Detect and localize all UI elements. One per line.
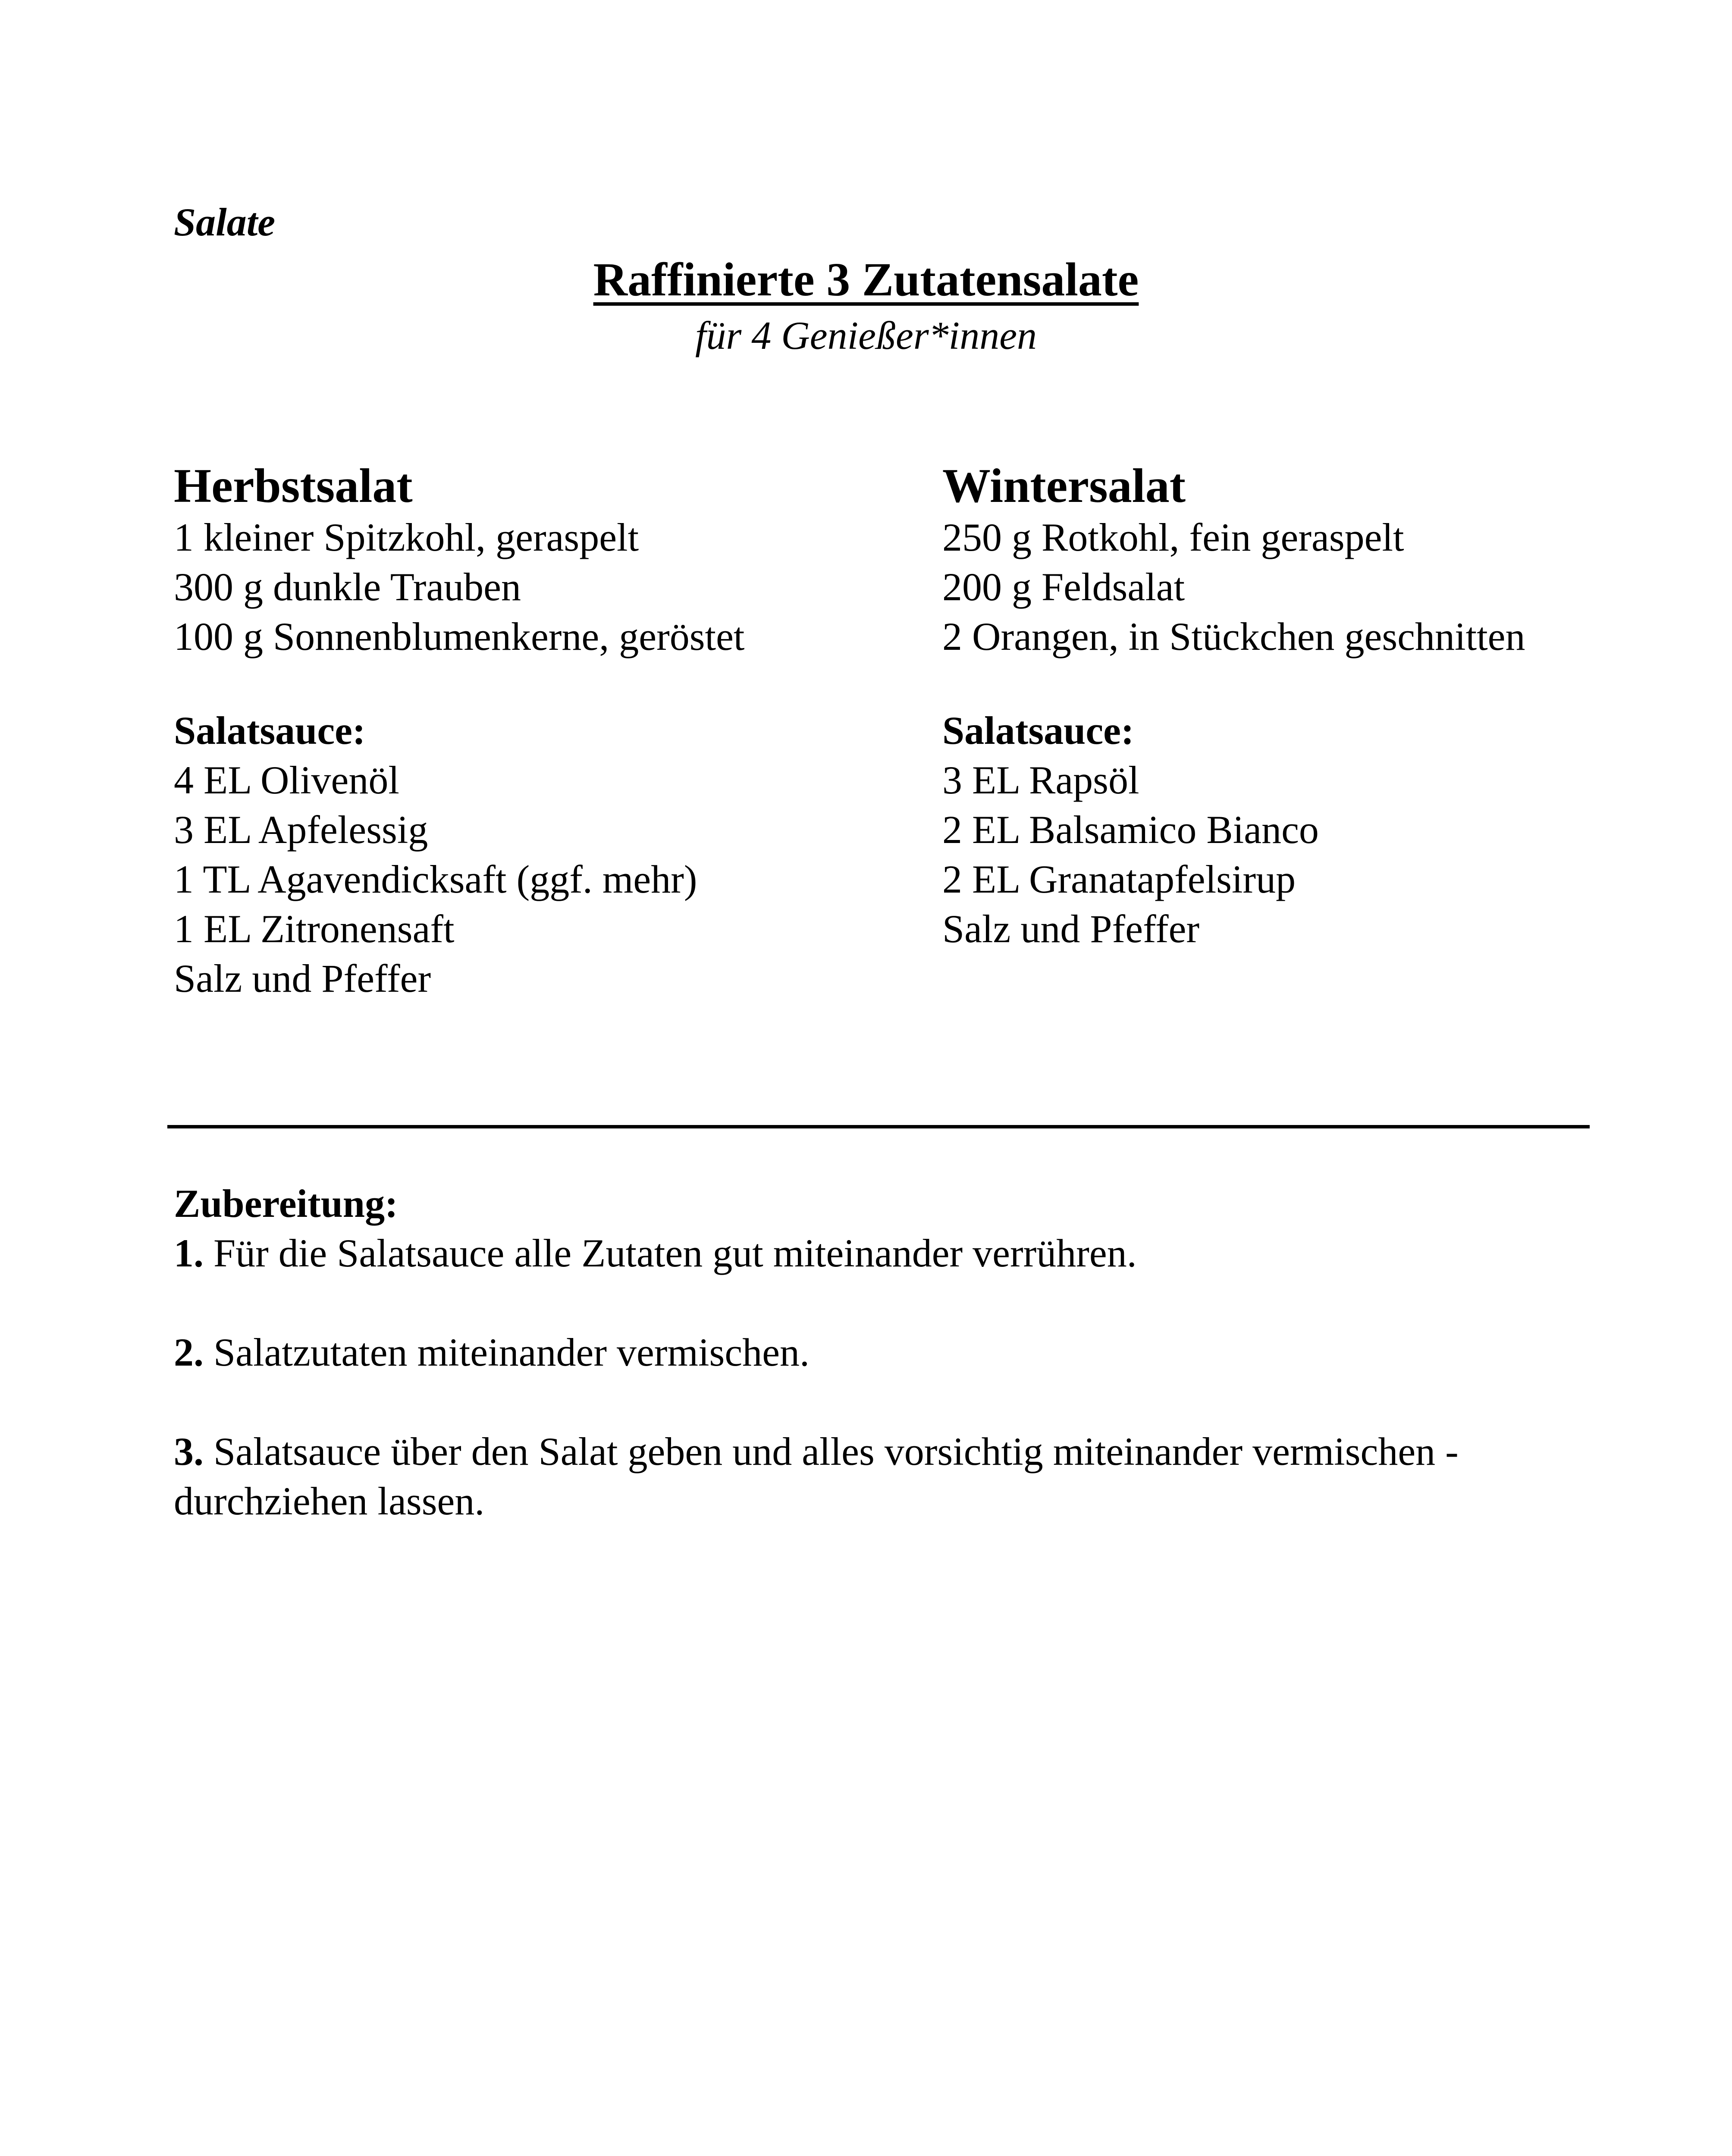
recipe-title-text: Raffinierte 3 Zutatensalate (593, 253, 1139, 306)
sauce-line: Salz und Pfeffer (174, 956, 431, 1000)
salad-column-left (174, 458, 745, 1003)
step-text: Salatsauce über den Salat geben und alles vorsichtig miteinander vermischen - (213, 1429, 1459, 1473)
sauce-line: Salz und Pfeffer (942, 907, 1200, 951)
preparation-heading: Zubereitung: (174, 1181, 398, 1225)
sauce-line: 3 EL Rapsöl (942, 758, 1139, 802)
sauce-line: 1 EL Zitronensaft (174, 907, 455, 951)
preparation-step (174, 1427, 1459, 1526)
ingredient-line: 200 g Feldsalat (942, 565, 1185, 609)
step-text: Salatzutaten miteinander vermischen. (213, 1330, 810, 1374)
salad-name: Herbstsalat (174, 459, 413, 513)
category-label: Salate (174, 200, 276, 244)
sauce-line: 4 EL Olivenöl (174, 758, 399, 802)
step-number: 1. (174, 1231, 204, 1275)
sauce-heading: Salatsauce: (942, 708, 1134, 752)
preparation-step (174, 1328, 1459, 1377)
preparation-section (174, 1179, 1459, 1526)
sauce-line: 2 EL Granatapfelsirup (942, 857, 1296, 901)
ingredient-line: 300 g dunkle Trauben (174, 565, 521, 609)
sauce-heading: Salatsauce: (174, 708, 366, 752)
step-text: Für die Salatsauce alle Zutaten gut miteinander verrühren. (213, 1231, 1137, 1275)
ingredient-line: 2 Orangen, in Stückchen geschnitten (942, 614, 1525, 658)
salad-column-right (942, 458, 1525, 954)
servings-subtitle: für 4 Genießer*innen (695, 313, 1037, 357)
recipe-title (0, 252, 1732, 307)
step-text-continuation: durchziehen lassen. (174, 1479, 485, 1523)
ingredient-line: 250 g Rotkohl, fein geraspelt (942, 515, 1404, 559)
sauce-line: 2 EL Balsamico Bianco (942, 808, 1319, 852)
ingredient-line: 1 kleiner Spitzkohl, geraspelt (174, 515, 639, 559)
section-divider (167, 1125, 1590, 1128)
step-number: 2. (174, 1330, 204, 1374)
sauce-line: 1 TL Agavendicksaft (ggf. mehr) (174, 857, 697, 901)
salad-name: Wintersalat (942, 459, 1186, 513)
preparation-step (174, 1228, 1459, 1278)
ingredient-line: 100 g Sonnenblumenkerne, geröstet (174, 614, 745, 658)
step-number: 3. (174, 1429, 204, 1473)
sauce-line: 3 EL Apfelessig (174, 808, 428, 852)
